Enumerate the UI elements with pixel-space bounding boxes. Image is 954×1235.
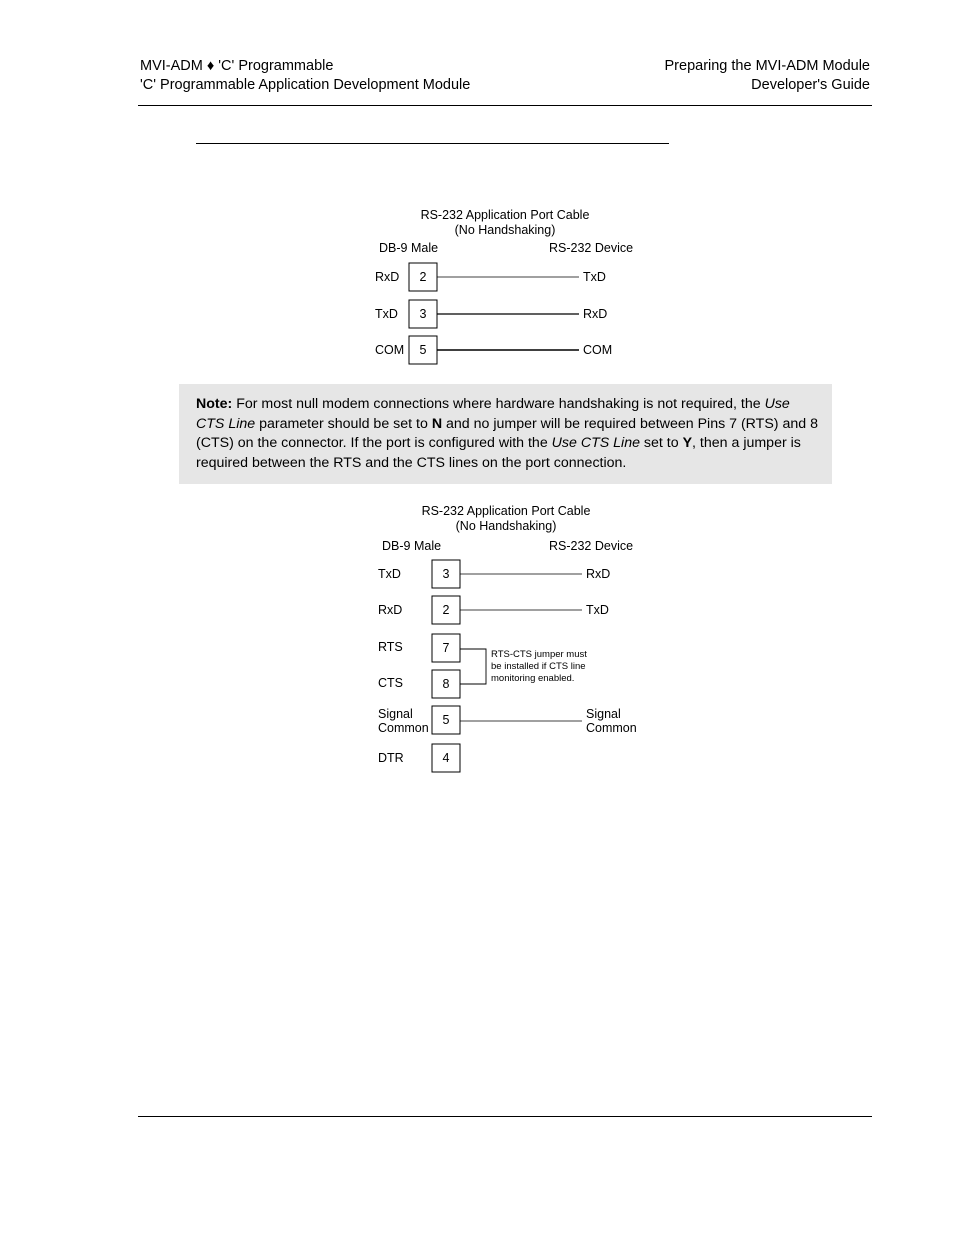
device-header: RS-232 Device — [549, 241, 634, 255]
device-signal-label: RxD — [586, 567, 611, 581]
signal-label: TxD — [378, 567, 401, 581]
parameter-value: Y — [682, 435, 693, 451]
jumper-note: RTS-CTS jumper must — [491, 649, 587, 660]
signal-label: CTS — [378, 676, 403, 690]
signal-label: TxD — [375, 307, 398, 321]
footer-rule — [138, 1116, 872, 1117]
note-box — [179, 384, 832, 484]
header-rule — [138, 105, 872, 106]
connector-header: DB-9 Male — [382, 539, 442, 553]
page-header-right — [665, 57, 871, 95]
cable-diagram-with-jumper — [370, 498, 660, 778]
note-label: Note: — [196, 396, 233, 412]
parameter-name: Use CTS Line — [551, 435, 640, 451]
product-name: MVI-ADM ♦ 'C' Programmable — [140, 58, 334, 74]
product-description: 'C' Programmable Application Development Module — [140, 77, 471, 93]
diagram-title: RS-232 Application Port Cable — [420, 208, 590, 222]
signal-label: COM — [375, 343, 405, 357]
pin-row — [378, 560, 610, 588]
signal-label: RxD — [378, 603, 403, 617]
device-signal-label: RxD — [583, 307, 608, 321]
cable-diagram-no-handshaking — [360, 200, 660, 375]
signal-label: Common — [378, 721, 429, 735]
pin-number: 4 — [442, 751, 450, 765]
device-signal-label: Common — [586, 721, 637, 735]
note-text: and no jumper will be required between Pins 7 (RTS) and 8 (CTS) on the connector. If the port is configured with the — [196, 415, 818, 451]
parameter-value: N — [431, 415, 443, 432]
pin-row — [378, 744, 460, 772]
signal-label: Signal — [378, 707, 413, 721]
jumper-note: monitoring enabled. — [491, 673, 575, 684]
pin-row — [378, 670, 460, 698]
pin-number: 5 — [442, 713, 450, 727]
diagram-subtitle: (No Handshaking) — [455, 519, 557, 533]
section-rule — [196, 143, 669, 144]
note-text: set to — [639, 435, 683, 451]
signal-label: DTR — [378, 751, 404, 765]
signal-label: RTS — [378, 640, 403, 654]
diagram-subtitle: (No Handshaking) — [454, 223, 556, 237]
pin-number: 5 — [419, 343, 427, 357]
device-signal-label: COM — [583, 343, 613, 357]
jumper-bracket — [460, 649, 486, 684]
pin-row — [378, 634, 460, 662]
pin-row — [375, 336, 612, 364]
pin-row — [378, 596, 609, 624]
note-text: , then a jumper is required between the RTS and the CTS lines on the port connection. — [196, 435, 801, 471]
device-signal-label: Signal — [586, 707, 621, 721]
pin-row — [378, 706, 637, 735]
note-text: For most null modem connections where hardware handshaking is not required, the — [232, 396, 765, 412]
jumper-note: be installed if CTS line — [491, 661, 586, 672]
pin-number: 8 — [442, 677, 450, 691]
pin-row — [375, 300, 607, 328]
connector-header: DB-9 Male — [379, 241, 439, 255]
guide-title: Developer's Guide — [751, 77, 870, 93]
chapter-title: Preparing the MVI-ADM Module — [664, 58, 870, 74]
diagram-title: RS-232 Application Port Cable — [421, 504, 591, 518]
pin-number: 2 — [419, 270, 427, 284]
pin-number: 3 — [419, 307, 427, 321]
pin-number: 3 — [442, 567, 450, 581]
parameter-name: Use CTS Line — [196, 396, 790, 432]
note-text: parameter should be set to — [255, 415, 432, 432]
device-header: RS-232 Device — [549, 539, 634, 553]
pin-row — [375, 263, 606, 291]
device-signal-label: TxD — [586, 603, 609, 617]
pin-number: 2 — [442, 603, 450, 617]
device-signal-label: TxD — [583, 270, 606, 284]
signal-label: RxD — [375, 270, 400, 284]
pin-number: 7 — [442, 641, 450, 655]
page-header-left — [140, 57, 470, 95]
